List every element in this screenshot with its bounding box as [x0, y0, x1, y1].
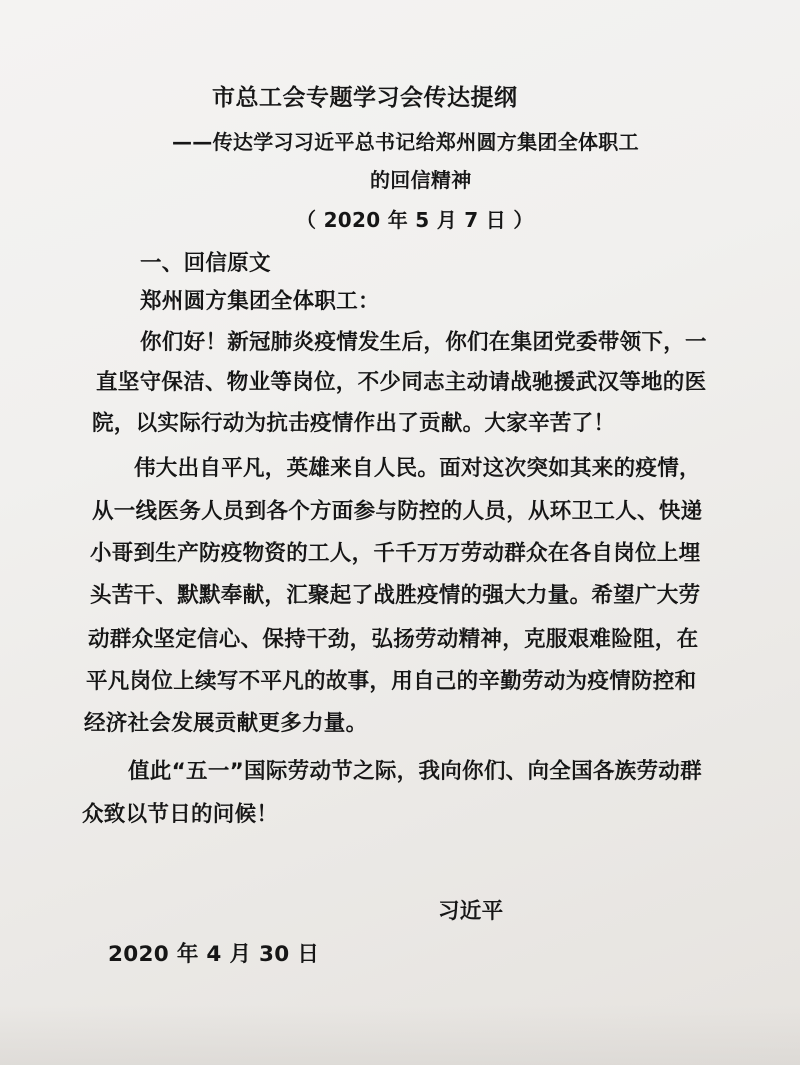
- document-subtitle-line-1: ——传达学习习近平总书记给郑州圆方集团全体职工: [172, 130, 639, 154]
- letter-signature-date: 2020 年 4 月 30 日: [108, 942, 320, 967]
- letter-body-line: 平凡岗位上续写不平凡的故事，用自己的辛勤劳动为疫情防控和: [86, 669, 697, 694]
- letter-body-line: 小哥到生产防疫物资的工人，千千万万劳动群众在各自岗位上埋: [90, 541, 701, 566]
- letter-body-line: 动群众坚定信心、保持干劲，弘扬劳动精神，克服艰难险阻，在: [88, 627, 699, 652]
- document-subtitle-line-2: 的回信精神: [370, 168, 472, 192]
- letter-body-line: 伟大出自平凡，英雄来自人民。面对这次突如其来的疫情，: [134, 456, 701, 481]
- letter-signature: 习近平: [438, 899, 504, 924]
- letter-body-line: 直坚守保洁、物业等岗位，不少同志主动请战驰援武汉等地的医: [96, 370, 707, 395]
- section-heading: 一、回信原文: [140, 251, 271, 276]
- letter-body-line: 众致以节日的问候！: [82, 802, 279, 827]
- letter-body-line: 经济社会发展贡献更多力量。: [84, 711, 368, 736]
- document-date-line: （ 2020 年 5 月 7 日 ）: [296, 208, 534, 232]
- letter-body-line: 院，以实际行动为抗击疫情作出了贡献。大家辛苦了！: [92, 411, 616, 436]
- document-title: 市总工会专题学习会传达提纲: [212, 85, 518, 111]
- letter-body-line: 值此“五一”国际劳动节之际，我向你们、向全国各族劳动群: [128, 759, 702, 784]
- letter-body-line: 头苦干、默默奉献，汇聚起了战胜疫情的强大力量。希望广大劳: [90, 583, 701, 608]
- letter-salutation: 郑州圆方集团全体职工：: [140, 289, 380, 314]
- page-bottom-shadow: [0, 1005, 800, 1065]
- letter-body-line: 你们好！新冠肺炎疫情发生后，你们在集团党委带领下，一: [140, 330, 707, 355]
- letter-body-line: 从一线医务人员到各个方面参与防控的人员，从环卫工人、快递: [92, 499, 703, 524]
